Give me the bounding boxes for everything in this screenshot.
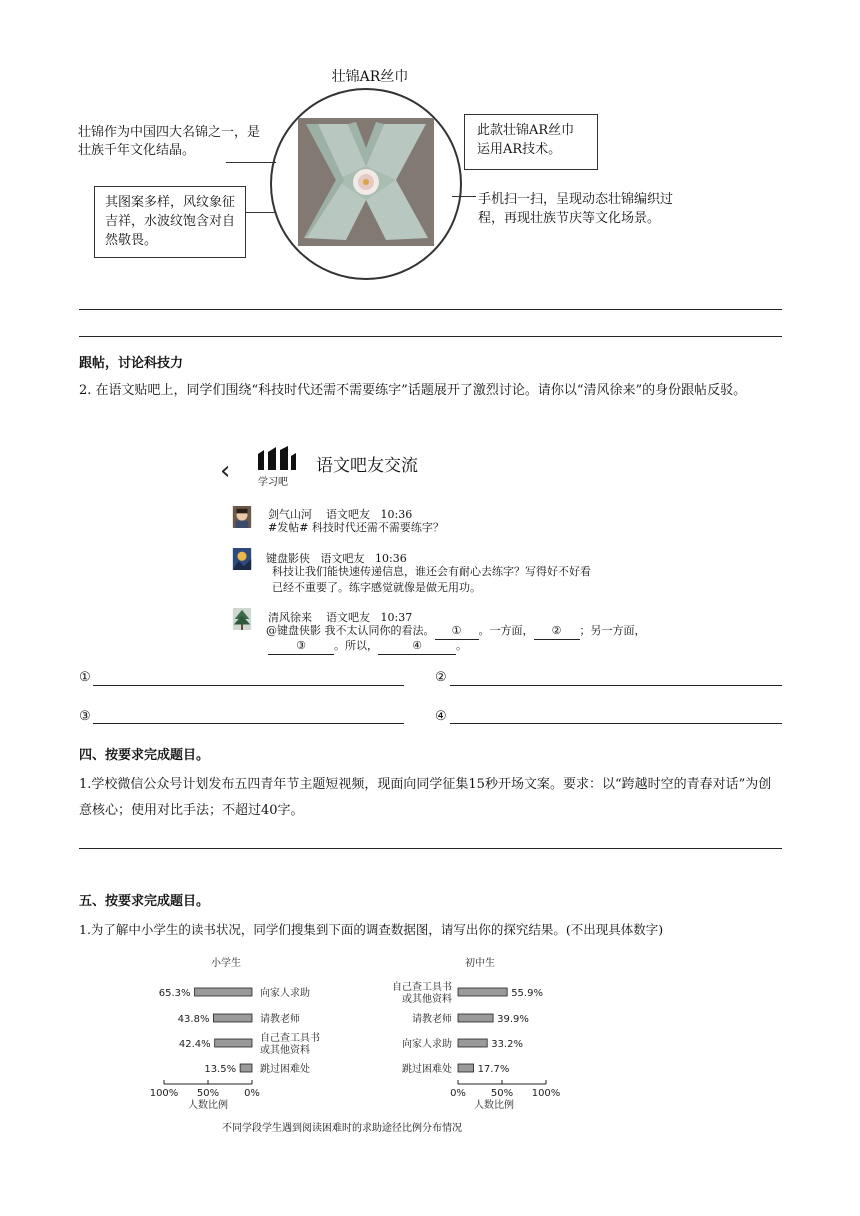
- bar: [195, 988, 252, 996]
- data-label: 39.9%: [497, 1014, 529, 1025]
- reply-blank-1: ①: [435, 623, 479, 640]
- category-label: 请教老师: [260, 1014, 300, 1025]
- post-time: 10:37: [380, 611, 413, 624]
- category-label: 自己查工具书: [260, 1033, 320, 1044]
- reply-text: @键盘侠影 我不太认同你的看法。: [266, 624, 435, 637]
- right-connector: [452, 196, 476, 197]
- post-username[interactable]: 键盘影侠: [266, 552, 310, 565]
- category-label: 向家人求助: [402, 1039, 452, 1050]
- question-2: 2. 在语文贴吧上，同学们围绕“科技时代还需不需要练字”话题展开了激烈讨论。请你以“清风徐来”的身份跟帖反驳。: [79, 383, 747, 398]
- post-role: 语文吧友: [326, 508, 370, 521]
- category-label: 请教老师: [412, 1014, 452, 1025]
- bar: [458, 1064, 474, 1072]
- scarf-image: [298, 118, 434, 246]
- answer-line: [79, 336, 782, 337]
- data-label: 65.3%: [158, 988, 191, 999]
- answer-blank-label: ③: [79, 709, 91, 724]
- ar-left-box: 其图案多样，风纹象征吉祥，水波纹饱含对自然敬畏。: [94, 186, 246, 258]
- bar: [458, 1039, 487, 1047]
- answer-blank-label: ④: [435, 709, 447, 724]
- category-label: 自己查工具书: [392, 982, 452, 993]
- bar: [213, 1014, 252, 1022]
- survey-chart: [140, 950, 570, 1110]
- section-heading-4: 四、按要求完成题目。: [79, 748, 210, 763]
- category-label: 向家人求助: [260, 988, 310, 999]
- reply-blank-2: ②: [534, 623, 580, 640]
- reply-text: 。: [456, 639, 467, 652]
- chart-title: 小学生: [211, 958, 241, 969]
- data-label: 55.9%: [511, 988, 543, 999]
- ar-left-text: 壮锦作为中国四大名锦之一，是壮族千年文化结晶。: [78, 125, 261, 158]
- section-heading-5: 五、按要求完成题目。: [79, 894, 210, 909]
- reply-text: 。所以，: [334, 639, 378, 652]
- chevron-left-icon[interactable]: ‹: [220, 456, 231, 486]
- post-reply-line2: [268, 638, 467, 655]
- post-username[interactable]: 清风徐来: [268, 611, 312, 624]
- reply-blank-4: ④: [378, 638, 456, 655]
- avatar: [232, 608, 252, 630]
- answer-blank-4[interactable]: [450, 723, 782, 724]
- post-text: 已经不重要了。练字感觉就像是做无用功。: [272, 581, 481, 594]
- reply-text: 。一方面，: [478, 624, 534, 637]
- reply-blank-3: ③: [268, 638, 334, 655]
- bar: [458, 988, 507, 996]
- answer-blank-label: ①: [79, 670, 91, 685]
- bar: [240, 1064, 252, 1072]
- tick-label: 0%: [450, 1088, 466, 1099]
- data-label: 13.5%: [204, 1064, 237, 1075]
- avatar: [232, 548, 252, 570]
- forum-title: 语文吧友交流: [316, 456, 418, 476]
- bar: [458, 1014, 493, 1022]
- answer-blank-label: ②: [435, 670, 447, 685]
- ar-figure-title: 壮锦AR丝巾: [331, 69, 409, 85]
- post-username[interactable]: 剑气山河: [268, 508, 312, 521]
- ar-right-box: 此款壮锦AR丝巾运用AR技术。: [464, 114, 598, 170]
- axis-label: 人数比例: [188, 1100, 228, 1110]
- chart-title: 初中生: [465, 958, 495, 969]
- answer-blank-1[interactable]: [93, 685, 404, 686]
- ar-right-text: 手机扫一扫，呈现动态壮锦编织过程，再现壮族节庆等文化场景。: [478, 192, 674, 226]
- post-text: #发帖# 科技时代还需不需要练字？: [268, 521, 444, 534]
- left-connector: [226, 162, 276, 163]
- answer-line: [79, 309, 782, 310]
- post-time: 10:36: [380, 508, 413, 521]
- tick-label: 100%: [149, 1088, 179, 1099]
- category-label: 跳过困难处: [260, 1064, 310, 1075]
- category-label: 或其他资料: [402, 994, 452, 1005]
- avatar: [232, 506, 252, 528]
- data-label: 42.4%: [178, 1039, 211, 1050]
- question-4-1: 1.学校微信公众号计划发布五四青年节主题短视频，现面向同学征集15秒开场文案。要求：以“跨越时空的青春对话”为创意核心；使用对比手法；不超过40字。: [79, 777, 772, 818]
- bar: [215, 1039, 252, 1047]
- answer-blank-3[interactable]: [93, 723, 404, 724]
- left-box-connector: [246, 212, 276, 213]
- tick-label: 0%: [244, 1088, 260, 1099]
- post-role: 语文吧友: [326, 611, 370, 624]
- data-label: 33.2%: [491, 1039, 523, 1050]
- question-5-1: 1.为了解中小学生的读书状况，同学们搜集到下面的调查数据图，请写出你的探究结果。(不出现具体数字): [79, 922, 664, 937]
- data-label: 43.8%: [177, 1014, 210, 1025]
- category-label: 或其他资料: [260, 1045, 310, 1056]
- post-time: 10:36: [375, 552, 407, 565]
- tick-label: 50%: [196, 1088, 220, 1099]
- axis-label: 人数比例: [474, 1100, 514, 1110]
- data-label: 17.7%: [477, 1064, 510, 1075]
- answer-blank-2[interactable]: [450, 685, 782, 686]
- reply-text: ；另一方面，: [579, 624, 646, 637]
- tick-label: 50%: [490, 1088, 514, 1099]
- section-heading-follow: 跟帖，讨论科技力: [79, 356, 184, 371]
- chart-caption: 不同学段学生遇到阅读困难时的求助途径比例分布情况: [222, 1123, 462, 1134]
- post-text: 科技让我们能快速传递信息，谁还会有耐心去练字？写得好不好看: [272, 565, 591, 578]
- category-label: 跳过困难处: [402, 1064, 452, 1075]
- tick-label: 100%: [531, 1088, 561, 1099]
- forum-logo-label: 学习吧: [258, 477, 288, 488]
- answer-line: [79, 848, 782, 849]
- forum-logo-icon: [256, 446, 298, 472]
- post-role: 语文吧友: [320, 552, 365, 565]
